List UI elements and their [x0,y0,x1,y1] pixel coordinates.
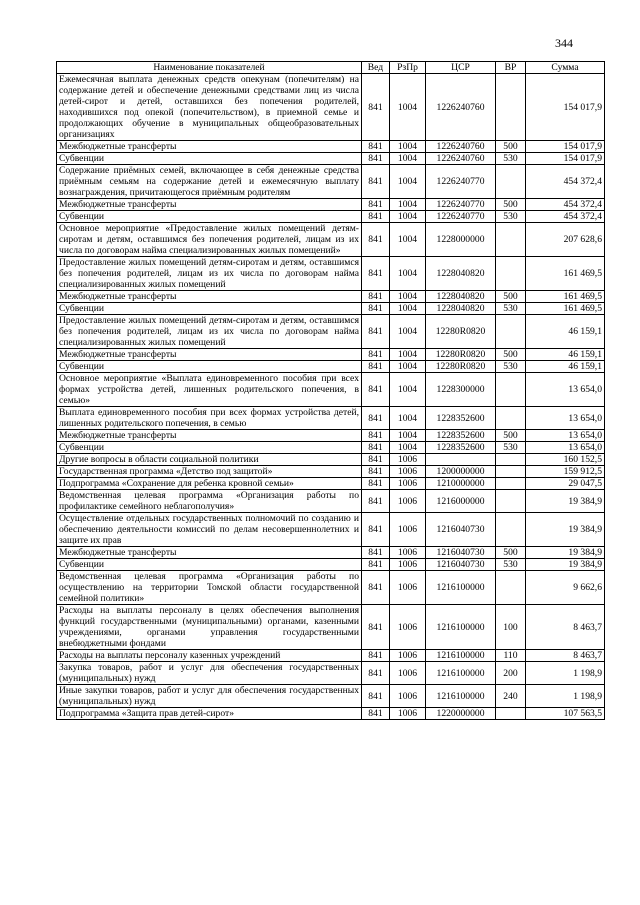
table-row [57,74,605,141]
cell-ved: 841 [362,466,390,478]
cell-csr: 1226240760 [426,153,496,165]
cell-sum: 13 654,0 [526,407,605,430]
cell-ved: 841 [362,708,390,720]
cell-vr: 530 [496,361,526,373]
cell-rzpr: 1004 [390,153,426,165]
cell-sum: 207 628,6 [526,223,605,257]
cell-rzpr: 1004 [390,223,426,257]
table-row [57,223,605,257]
cell-sum: 454 372,4 [526,211,605,223]
cell-csr: 1216040730 [426,559,496,571]
cell-rzpr: 1004 [390,257,426,291]
cell-name: Расходы на выплаты персоналу в целях обеспечения выполнения функций государственными (муниципальными) органами, казенными учреждениями, органами управления государственными внебюджетными фондами [57,605,362,650]
cell-rzpr: 1006 [390,547,426,559]
cell-vr [496,708,526,720]
cell-rzpr: 1006 [390,605,426,650]
cell-rzpr: 1006 [390,454,426,466]
cell-sum: 1 198,9 [526,685,605,708]
table-row [57,291,605,303]
cell-vr [496,478,526,490]
cell-sum: 454 372,4 [526,199,605,211]
cell-vr [496,74,526,141]
cell-name: Субвенции [57,211,362,223]
cell-sum: 159 912,5 [526,466,605,478]
cell-ved: 841 [362,303,390,315]
cell-sum: 13 654,0 [526,373,605,407]
cell-rzpr: 1004 [390,291,426,303]
cell-name: Субвенции [57,442,362,454]
table-row [57,141,605,153]
cell-name: Расходы на выплаты персоналу казенных учреждений [57,650,362,662]
page-number: 344 [555,36,573,50]
cell-ved: 841 [362,650,390,662]
cell-vr [496,373,526,407]
table-row [57,430,605,442]
cell-name: Межбюджетные трансферты [57,349,362,361]
cell-name: Субвенции [57,361,362,373]
cell-rzpr: 1004 [390,361,426,373]
cell-sum: 1 198,9 [526,662,605,685]
cell-csr: 1228352600 [426,430,496,442]
table-row [57,605,605,650]
cell-sum: 160 152,5 [526,454,605,466]
cell-rzpr: 1004 [390,74,426,141]
cell-rzpr: 1006 [390,490,426,513]
cell-csr: 1228352600 [426,407,496,430]
cell-rzpr: 1004 [390,373,426,407]
cell-rzpr: 1004 [390,315,426,349]
cell-ved: 841 [362,315,390,349]
cell-name: Субвенции [57,153,362,165]
cell-vr: 530 [496,559,526,571]
cell-name: Межбюджетные трансферты [57,291,362,303]
cell-vr: 500 [496,199,526,211]
cell-ved: 841 [362,490,390,513]
cell-csr: 12280R0820 [426,349,496,361]
table-row [57,478,605,490]
cell-ved: 841 [362,257,390,291]
budget-table [56,61,605,720]
cell-sum: 454 372,4 [526,165,605,199]
cell-rzpr: 1004 [390,430,426,442]
cell-vr [496,165,526,199]
cell-name: Ведомственная целевая программа «Организация работы по осуществлению на территории Томской области государственной семейной политики» [57,571,362,605]
cell-sum: 107 563,5 [526,708,605,720]
cell-name: Основное мероприятие «Выплата единовременного пособия при всех формах устройства детей, лишенных родительского попечения, в семью» [57,373,362,407]
cell-rzpr: 1006 [390,513,426,547]
cell-ved: 841 [362,361,390,373]
cell-rzpr: 1006 [390,478,426,490]
cell-name: Закупка товаров, работ и услуг для обеспечения государственных (муниципальных) нужд [57,662,362,685]
table-row [57,349,605,361]
cell-csr [426,454,496,466]
cell-vr: 530 [496,303,526,315]
cell-sum: 161 469,5 [526,303,605,315]
cell-sum: 154 017,9 [526,74,605,141]
cell-vr: 110 [496,650,526,662]
cell-sum: 154 017,9 [526,153,605,165]
cell-csr: 1228352600 [426,442,496,454]
cell-sum: 19 384,9 [526,490,605,513]
cell-csr: 1216000000 [426,490,496,513]
cell-name: Осуществление отдельных государственных полномочий по созданию и обеспечению деятельности комиссий по делам несовершеннолетних и защите их прав [57,513,362,547]
cell-name: Содержание приёмных семей, включающее в себя денежные средства приёмным семьям на содержание детей и ежемесячную выплату вознаграждения, причитающегося приёмным родителям [57,165,362,199]
cell-sum: 19 384,9 [526,513,605,547]
cell-name: Предоставление жилых помещений детям-сиротам и детям, оставшимся без попечения родителей, лицам из их числа по договорам найма специализированных жилых помещений [57,257,362,291]
cell-ved: 841 [362,685,390,708]
cell-vr: 500 [496,291,526,303]
cell-name: Государственная программа «Детство под защитой» [57,466,362,478]
cell-sum: 46 159,1 [526,349,605,361]
cell-sum: 161 469,5 [526,257,605,291]
cell-sum: 8 463,7 [526,650,605,662]
cell-name: Межбюджетные трансферты [57,199,362,211]
cell-ved: 841 [362,223,390,257]
table-row [57,685,605,708]
cell-sum: 46 159,1 [526,315,605,349]
table-row [57,442,605,454]
cell-vr [496,257,526,291]
cell-sum: 46 159,1 [526,361,605,373]
cell-csr: 1228040820 [426,257,496,291]
cell-csr: 1228300000 [426,373,496,407]
cell-csr: 12280R0820 [426,315,496,349]
cell-csr: 1210000000 [426,478,496,490]
cell-sum: 13 654,0 [526,430,605,442]
cell-name: Предоставление жилых помещений детям-сиротам и детям, оставшимся без попечения родителей, лицам из их числа по договорам найма специализированных жилых помещений [57,315,362,349]
cell-sum: 19 384,9 [526,547,605,559]
cell-ved: 841 [362,454,390,466]
cell-ved: 841 [362,547,390,559]
cell-ved: 841 [362,349,390,361]
cell-rzpr: 1006 [390,466,426,478]
cell-ved: 841 [362,291,390,303]
table-row [57,165,605,199]
cell-ved: 841 [362,407,390,430]
cell-csr: 1220000000 [426,708,496,720]
cell-vr: 500 [496,547,526,559]
cell-vr [496,315,526,349]
cell-rzpr: 1004 [390,165,426,199]
cell-vr [496,571,526,605]
cell-name: Другие вопросы в области социальной политики [57,454,362,466]
cell-csr: 1216100000 [426,650,496,662]
cell-ved: 841 [362,430,390,442]
table-row [57,373,605,407]
cell-vr: 500 [496,430,526,442]
table-row [57,571,605,605]
table-row [57,211,605,223]
cell-name: Иные закупки товаров, работ и услуг для обеспечения государственных (муниципальных) нужд [57,685,362,708]
cell-csr: 1226240770 [426,165,496,199]
cell-ved: 841 [362,141,390,153]
cell-csr: 1226240760 [426,141,496,153]
cell-name: Основное мероприятие «Предоставление жилых помещений детям-сиротам и детям, оставшимся без попечения родителей, лицам из их числа по договорам найма специализированных жилых помещений» [57,223,362,257]
table-row [57,454,605,466]
header-csr: ЦСР [426,62,496,74]
cell-rzpr: 1006 [390,559,426,571]
table-header-row [57,62,605,74]
cell-ved: 841 [362,559,390,571]
cell-vr [496,513,526,547]
cell-vr [496,407,526,430]
cell-name: Подпрограмма «Защита прав детей-сирот» [57,708,362,720]
cell-sum: 13 654,0 [526,442,605,454]
cell-rzpr: 1004 [390,407,426,430]
table-row [57,199,605,211]
cell-sum: 161 469,5 [526,291,605,303]
header-ved: Вед [362,62,390,74]
header-rzpr: РзПр [390,62,426,74]
cell-name: Субвенции [57,303,362,315]
cell-csr: 1226240770 [426,211,496,223]
header-name: Наименование показателей [57,62,362,74]
cell-ved: 841 [362,211,390,223]
cell-rzpr: 1006 [390,650,426,662]
table-row [57,662,605,685]
cell-vr: 100 [496,605,526,650]
cell-ved: 841 [362,605,390,650]
cell-ved: 841 [362,478,390,490]
cell-ved: 841 [362,442,390,454]
cell-rzpr: 1004 [390,303,426,315]
table-row [57,361,605,373]
cell-sum: 154 017,9 [526,141,605,153]
cell-rzpr: 1006 [390,571,426,605]
table-row [57,153,605,165]
cell-rzpr: 1006 [390,685,426,708]
cell-rzpr: 1004 [390,349,426,361]
cell-csr: 1200000000 [426,466,496,478]
cell-csr: 1216100000 [426,605,496,650]
header-sum: Сумма [526,62,605,74]
cell-ved: 841 [362,373,390,407]
cell-csr: 1216040730 [426,547,496,559]
table-row [57,513,605,547]
cell-vr: 240 [496,685,526,708]
cell-vr: 200 [496,662,526,685]
cell-csr: 1226240760 [426,74,496,141]
table-row [57,547,605,559]
cell-csr: 1228000000 [426,223,496,257]
cell-csr: 1226240770 [426,199,496,211]
cell-vr: 530 [496,442,526,454]
cell-csr: 1228040820 [426,303,496,315]
cell-sum: 8 463,7 [526,605,605,650]
cell-rzpr: 1004 [390,442,426,454]
cell-ved: 841 [362,662,390,685]
cell-rzpr: 1004 [390,211,426,223]
cell-ved: 841 [362,74,390,141]
cell-vr: 530 [496,153,526,165]
cell-sum: 29 047,5 [526,478,605,490]
cell-vr: 530 [496,211,526,223]
cell-rzpr: 1004 [390,199,426,211]
cell-csr: 1216040730 [426,513,496,547]
table-row [57,650,605,662]
cell-name: Межбюджетные трансферты [57,141,362,153]
cell-vr: 500 [496,349,526,361]
cell-vr [496,466,526,478]
table-row [57,490,605,513]
cell-vr [496,454,526,466]
cell-vr [496,223,526,257]
cell-rzpr: 1004 [390,141,426,153]
cell-ved: 841 [362,513,390,547]
table-row [57,315,605,349]
table-row [57,559,605,571]
header-vr: ВР [496,62,526,74]
table-row [57,466,605,478]
cell-name: Ежемесячная выплата денежных средств опекунам (попечителям) на содержание детей и обеспечение денежными средствами лиц из числа детей-сирот и детей, оставшихся без попечения родителей, находившихся под опекой (попечительством), в приемной семье и продолжающих обучение в муниципальных общеобразовательных организациях [57,74,362,141]
cell-ved: 841 [362,199,390,211]
table-body [57,74,605,720]
table-row [57,708,605,720]
cell-vr [496,490,526,513]
cell-csr: 1216100000 [426,571,496,605]
table-row [57,407,605,430]
cell-name: Субвенции [57,559,362,571]
cell-name: Межбюджетные трансферты [57,547,362,559]
cell-ved: 841 [362,571,390,605]
cell-sum: 9 662,6 [526,571,605,605]
cell-name: Межбюджетные трансферты [57,430,362,442]
cell-csr: 1228040820 [426,291,496,303]
cell-name: Подпрограмма «Сохранение для ребенка кровной семьи» [57,478,362,490]
cell-name: Выплата единовременного пособия при всех формах устройства детей, лишенных родительского попечения, в семью [57,407,362,430]
table-row [57,303,605,315]
table-row [57,257,605,291]
cell-csr: 12280R0820 [426,361,496,373]
cell-rzpr: 1006 [390,662,426,685]
cell-name: Ведомственная целевая программа «Организация работы по профилактике семейного неблагополучия» [57,490,362,513]
cell-ved: 841 [362,165,390,199]
cell-csr: 1216100000 [426,662,496,685]
cell-sum: 19 384,9 [526,559,605,571]
cell-vr: 500 [496,141,526,153]
cell-ved: 841 [362,153,390,165]
cell-csr: 1216100000 [426,685,496,708]
cell-rzpr: 1006 [390,708,426,720]
